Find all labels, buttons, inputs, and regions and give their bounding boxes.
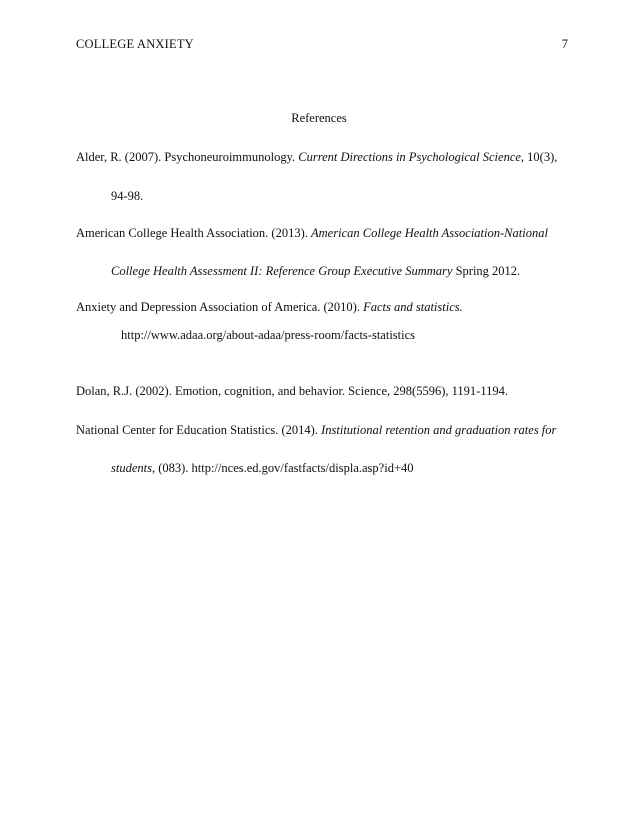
reference-1-text: Alder, R. (2007). Psychoneuroimmunology. <box>76 150 299 164</box>
reference-2-line-2 <box>111 264 520 279</box>
reference-1-line-2 <box>111 189 143 204</box>
running-head: COLLEGE ANXIETY <box>76 37 194 51</box>
reference-1-pages: 94-98. <box>111 189 144 203</box>
reference-2-text: American College Health Association. (2013). <box>76 226 312 240</box>
reference-4-text: Dolan, R.J. (2002). Emotion, cognition, and behavior. Science, 298(5596), 1191-1194. <box>76 384 508 398</box>
reference-1-line-1 <box>76 150 557 165</box>
reference-5-line-2 <box>111 461 414 476</box>
references-heading <box>0 111 638 126</box>
reference-5-text: National Center for Education Statistics. (2014). <box>76 423 322 437</box>
reference-5-url: (083). http://nces.ed.gov/fastfacts/displa.asp?id+40 <box>155 461 414 475</box>
reference-5-title-part-1: Institutional retention and graduation rates for <box>321 423 557 437</box>
reference-4-line-1 <box>76 384 508 399</box>
reference-5-title-part-2: students, <box>111 461 156 475</box>
reference-3-url: http://www.adaa.org/about-adaa/press-room/facts-statistics <box>121 328 416 342</box>
reference-3-line-1 <box>76 300 463 315</box>
reference-1-journal: Current Directions in Psychological Science <box>298 150 521 164</box>
reference-2-title-part-1: American College Health Association-National <box>311 226 548 240</box>
reference-2-title-part-2: College Health Assessment II: Reference Group Executive Summary <box>111 264 453 278</box>
reference-2-line-1 <box>76 226 548 241</box>
reference-3-text: Anxiety and Depression Association of America. (2010). <box>76 300 364 314</box>
reference-3-line-2 <box>121 328 415 343</box>
reference-2-date: Spring 2012. <box>452 264 521 278</box>
page-number: 7 <box>561 37 568 51</box>
reference-1-volume: , 10(3), <box>520 150 558 164</box>
reference-3-title: Facts and statistics. <box>363 300 463 314</box>
reference-5-line-1 <box>76 423 556 438</box>
references-heading-text: References <box>291 111 347 125</box>
